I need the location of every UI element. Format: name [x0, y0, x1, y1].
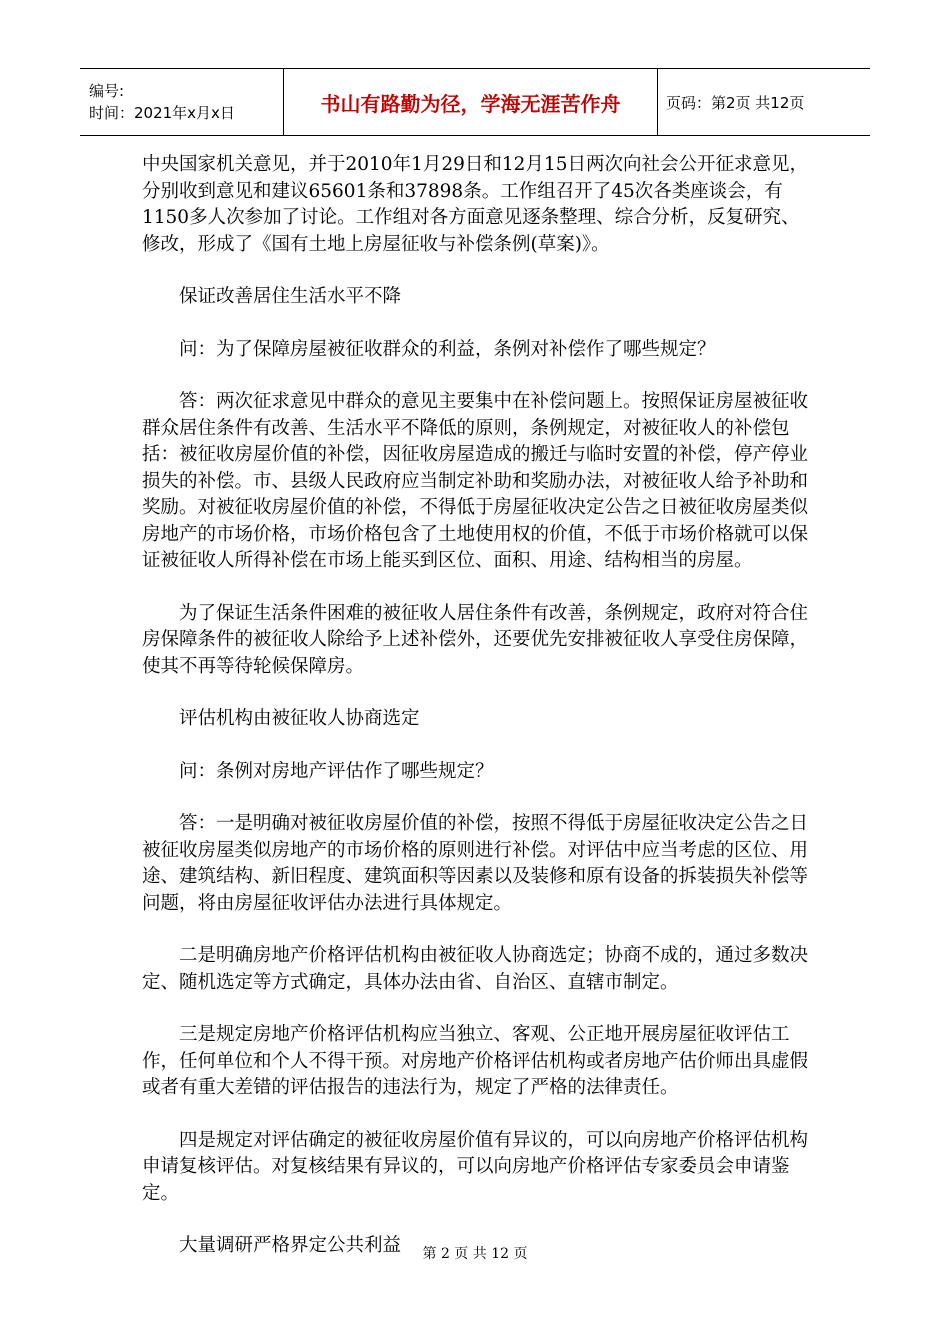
section-heading: 保证改善居住生活水平不降: [179, 286, 402, 307]
page-header: [80, 68, 870, 136]
header-meta: [80, 69, 283, 135]
paragraph: 二是明确房地产价格评估机构由被征收人协商选定；协商不成的，通过多数决定、随机选定等方式确定，具体办法由省、自治区、直辖市制定。: [142, 945, 809, 993]
section-heading: 评估机构由被征收人协商选定: [179, 708, 420, 729]
question-paragraph: 问：为了保障房屋被征收群众的利益，条例对补偿作了哪些规定？: [179, 338, 716, 360]
header-motto: 书山有路勤为径，学海无涯苦作舟: [283, 69, 658, 135]
document-body: [142, 152, 808, 1286]
answer-paragraph: 答：一是明确对被征收房屋价值的补偿，按照不得低于房屋征收决定公告之日被征收房屋类似房地产的市场价格的原则进行补偿。对评估中应当考虑的区位、用途、建筑结构、新旧程度、建筑面积等因素以及装修和原有设备的拆装损失补偿等问题，将由房屋征收评估办法进行具体规定。: [142, 813, 809, 914]
section-heading: 大量调研严格界定公共利益: [179, 1235, 402, 1256]
paragraph: 三是规定房地产价格评估机构应当独立、客观、公正地开展房屋征收评估工作，任何单位和个人不得干预。对房地产价格评估机构或者房地产估价师出具虚假或者有重大差错的评估报告的违法行为，规定了严格的法律责任。: [142, 1024, 809, 1098]
page-footer: 第 2 页 共 12 页: [422, 1246, 528, 1262]
document-time-label: 时间：2021年x月x日: [89, 104, 235, 122]
document-number-label: 编号:: [89, 82, 125, 100]
paragraph: 为了保证生活条件困难的被征收人居住条件有改善，条例规定，政府对符合住房保障条件的被征收人除给予上述补偿外，还要优先安排被征收人享受住房保障，使其不再等待轮候保障房。: [142, 602, 809, 677]
answer-paragraph: 答：两次征求意见中群众的意见主要集中在补偿问题上。按照保证房屋被征收群众居住条件有改善、生活水平不降低的原则，条例规定，对被征收人的补偿包括：被征收房屋价值的补偿，因征收房屋造成的搬迁与临时安置的补偿，停产停业损失的补偿。市、县级人民政府应当制定补助和奖励办法，对被征收人给予补助和奖励。对被征收房屋价值的补偿，不得低于房屋征收决定公告之日被征收房屋类似房地产的市场价格，市场价格包含了土地使用权的价值，不低于市场价格就可以保证被征收人所得补偿在市场上能买到区位、面积、用途、结构相当的房屋。: [142, 391, 809, 571]
paragraph: 四是规定对评估确定的被征收房屋价值有异议的，可以向房地产价格评估机构申请复核评估。对复核结果有异议的，可以向房地产价格评估专家委员会申请鉴定。: [142, 1129, 809, 1204]
header-page-info: 页码：第2页 共12页: [666, 93, 805, 112]
question-paragraph: 问：条例对房地产评估作了哪些规定？: [179, 760, 494, 782]
paragraph: 中央国家机关意见，并于2010年1月29日和12月15日两次向社会公开征求意见，分别收到意见和建议65601条和37898条。工作组召开了45次各类座谈会，有1150多人次参加了讨论。工作组对各方面意见逐条整理、综合分析，反复研究、修改，形成了《国有土地上房屋征收与补偿条例(草案)》。: [142, 154, 808, 255]
